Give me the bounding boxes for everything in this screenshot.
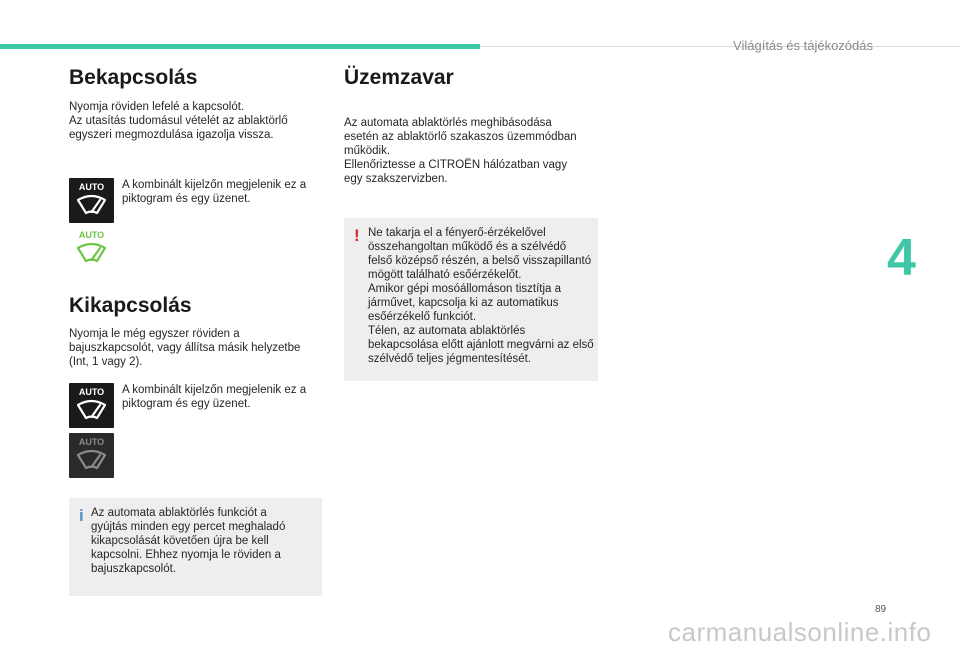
on-display-note: A kombinált kijelzőn megjelenik ez a piktogram és egy üzenet.: [122, 179, 307, 205]
warning-icon: !: [354, 226, 360, 245]
info-icon: i: [79, 506, 84, 525]
header-divider: [480, 46, 960, 47]
off-display-note: A kombinált kijelzőn megjelenik ez a piktogram és egy üzenet.: [122, 384, 307, 410]
fault-text: Az automata ablaktörlés meghibásodása esetén az ablaktörlő szakaszos üzemmódban működik. Ellenőriztesse a CITROËN hálózatban vagy egy szakszervizben.: [344, 117, 577, 185]
auto-wiper-green-icon: [69, 226, 114, 271]
watermark: carmanualsonline.info: [668, 617, 932, 647]
on-intro: Nyomja röviden lefelé a kapcsolót. Az utasítás tudomásul vételét az ablaktörlő egyszeri megmozdulása igazolja vissza.: [69, 101, 288, 141]
page-number: 89: [875, 604, 887, 615]
header-accent-bar: [0, 44, 480, 49]
auto-label: AUTO: [78, 387, 105, 397]
warning-note-text: Ne takarja el a fényerő-érzékelővel összehangoltan működő és a szélvédő felső középső részén, a belső visszapillantó mögött található esőérzékelőt. Amikor gépi mosóállomáson tisztítja a járművet, kapcsolja ki az automatikus esőérzékelő funkciót. Télen, az automata ablaktörlés bekapcsolása előtt ajánlott megvárni az első szélvédő teljes jégmentesítését.: [368, 227, 594, 365]
info-note: [69, 498, 322, 596]
section-title: Világítás és tájékozódás: [733, 38, 873, 53]
auto-wiper-inactive-icon: [69, 433, 114, 478]
warning-note: [344, 218, 598, 381]
heading-off: Kikapcsolás: [69, 294, 192, 317]
chapter-number: 4: [887, 229, 916, 287]
off-intro: Nyomja le még egyszer röviden a bajuszkapcsolót, vagy állítsa másik helyzetbe (Int, 1 vagy 2).: [69, 328, 301, 368]
auto-wiper-icon: [69, 383, 114, 428]
auto-label: AUTO: [78, 230, 105, 240]
auto-wiper-icon: [69, 178, 114, 223]
heading-fault: Üzemzavar: [344, 66, 454, 89]
auto-label: AUTO: [78, 182, 105, 192]
info-note-text: Az automata ablaktörlés funkciót a gyújtás minden egy percet meghaladó kikapcsolását követően újra be kell kapcsolni. Ehhez nyomja le röviden a bajuszkapcsolót.: [91, 507, 286, 575]
heading-on: Bekapcsolás: [69, 66, 198, 89]
auto-label: AUTO: [78, 437, 105, 447]
